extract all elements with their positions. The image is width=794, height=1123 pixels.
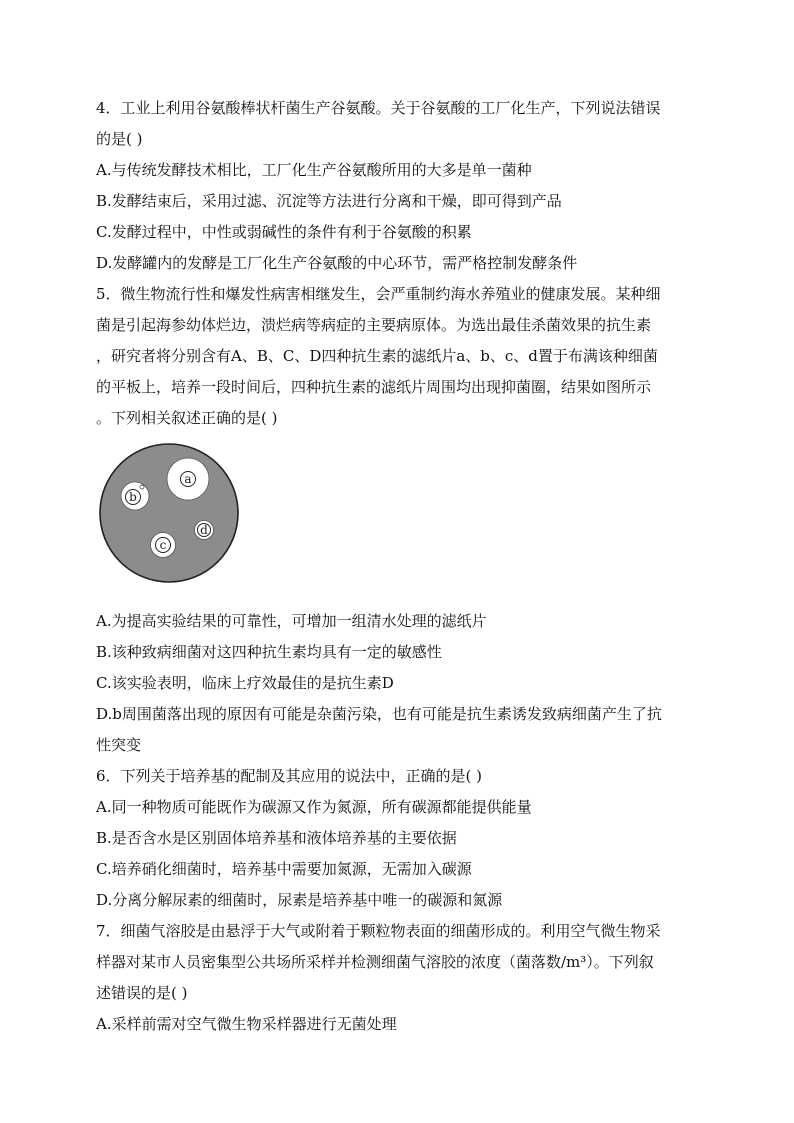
question-7-stem-line-2: 样器对某市人员密集型公共场所采样并检测细菌气溶胶的浓度（菌落数/m³）。下列叙 xyxy=(96,953,654,971)
question-4-stem-line-2: 的是( ) xyxy=(96,130,143,148)
disc-label-c: c xyxy=(159,538,167,552)
question-6-option-d: D.分离分解尿素的细菌时，尿素是培养基中唯一的碳源和氮源 xyxy=(96,891,503,909)
contaminant-colony xyxy=(140,485,144,489)
question-6-option-b: B.是否含水是区别固体培养基和液体培养基的主要依据 xyxy=(96,829,457,847)
question-5-stem-line-5: 。下列相关叙述正确的是( ) xyxy=(96,409,278,427)
filter-disc-b xyxy=(121,482,149,510)
question-sheet xyxy=(96,93,700,1040)
filter-disc-a xyxy=(167,458,209,500)
question-7-stem-line-1: 7．细菌气溶胶是由悬浮于大气或附着于颗粒物表面的细菌形成的。利用空气微生物采 xyxy=(96,922,661,940)
question-5-stem-line-4: 的平板上，培养一段时间后，四种抗生素的滤纸片周围均出现抑菌圈，结果如图所示 xyxy=(96,378,652,396)
question-5-option-d-line-2: 性突变 xyxy=(96,736,142,754)
question-4-option-a: A.与传统发酵技术相比，工厂化生产谷氨酸所用的大多是单一菌种 xyxy=(96,161,532,179)
question-6-option-c: C.培养硝化细菌时，培养基中需要加氮源，无需加入碳源 xyxy=(96,860,472,878)
disc-label-a: a xyxy=(184,472,192,486)
question-5-option-b: B.该种致病细菌对这四种抗生素均具有一定的敏感性 xyxy=(96,643,442,661)
filter-disc-c xyxy=(151,533,176,558)
question-4-option-b: B.发酵结束后，采用过滤、沉淀等方法进行分离和干燥，即可得到产品 xyxy=(96,192,562,210)
question-7-option-a: A.采样前需对空气微生物采样器进行无菌处理 xyxy=(96,1015,397,1033)
question-5-option-c: C.该实验表明，临床上疗效最佳的是抗生素D xyxy=(96,674,394,692)
petri-dish-diagram xyxy=(98,440,244,586)
culture-plate xyxy=(100,444,238,582)
question-5 xyxy=(96,279,700,761)
question-7-stem-line-3: 述错误的是( ) xyxy=(96,984,188,1002)
question-5-stem-line-1: 5．微生物流行性和爆发性病害相继发生，会严重制约海水养殖业的健康发展。某种细 xyxy=(96,285,661,303)
disc-label-d: d xyxy=(200,523,208,537)
question-4-option-d: D.发酵罐内的发酵是工厂化生产谷氨酸的中心环节，需严格控制发酵条件 xyxy=(96,254,578,272)
disc-label-b: b xyxy=(129,490,137,504)
question-6 xyxy=(96,761,700,916)
question-7 xyxy=(96,916,700,1040)
question-5-option-a: A.为提高实验结果的可靠性，可增加一组清水处理的滤纸片 xyxy=(96,612,487,630)
filter-disc-d xyxy=(195,521,214,540)
question-6-stem: 6．下列关于培养基的配制及其应用的说法中，正确的是( ) xyxy=(96,767,483,785)
petri-dish-figure xyxy=(96,440,700,596)
question-4-option-c: C.发酵过程中，中性或弱碱性的条件有利于谷氨酸的积累 xyxy=(96,223,472,241)
question-4-stem-line-1: 4．工业上利用谷氨酸棒状杆菌生产谷氨酸。关于谷氨酸的工厂化生产，下列说法错误 xyxy=(96,99,661,117)
question-5-stem-line-3: ，研究者将分别含有A、B、C、D四种抗生素的滤纸片a、b、c、d置于布满该种细菌 xyxy=(96,347,658,365)
question-5-stem-line-2: 菌是引起海参幼体烂边，溃烂病等病症的主要病原体。为选出最佳杀菌效果的抗生素 xyxy=(96,316,652,334)
question-4 xyxy=(96,93,700,279)
question-6-option-a: A.同一种物质可能既作为碳源又作为氮源，所有碳源都能提供能量 xyxy=(96,798,532,816)
question-5-option-d-line-1: D.b周围菌落出现的原因有可能是杂菌污染，也有可能是抗生素诱发致病细菌产生了抗 xyxy=(96,705,662,723)
